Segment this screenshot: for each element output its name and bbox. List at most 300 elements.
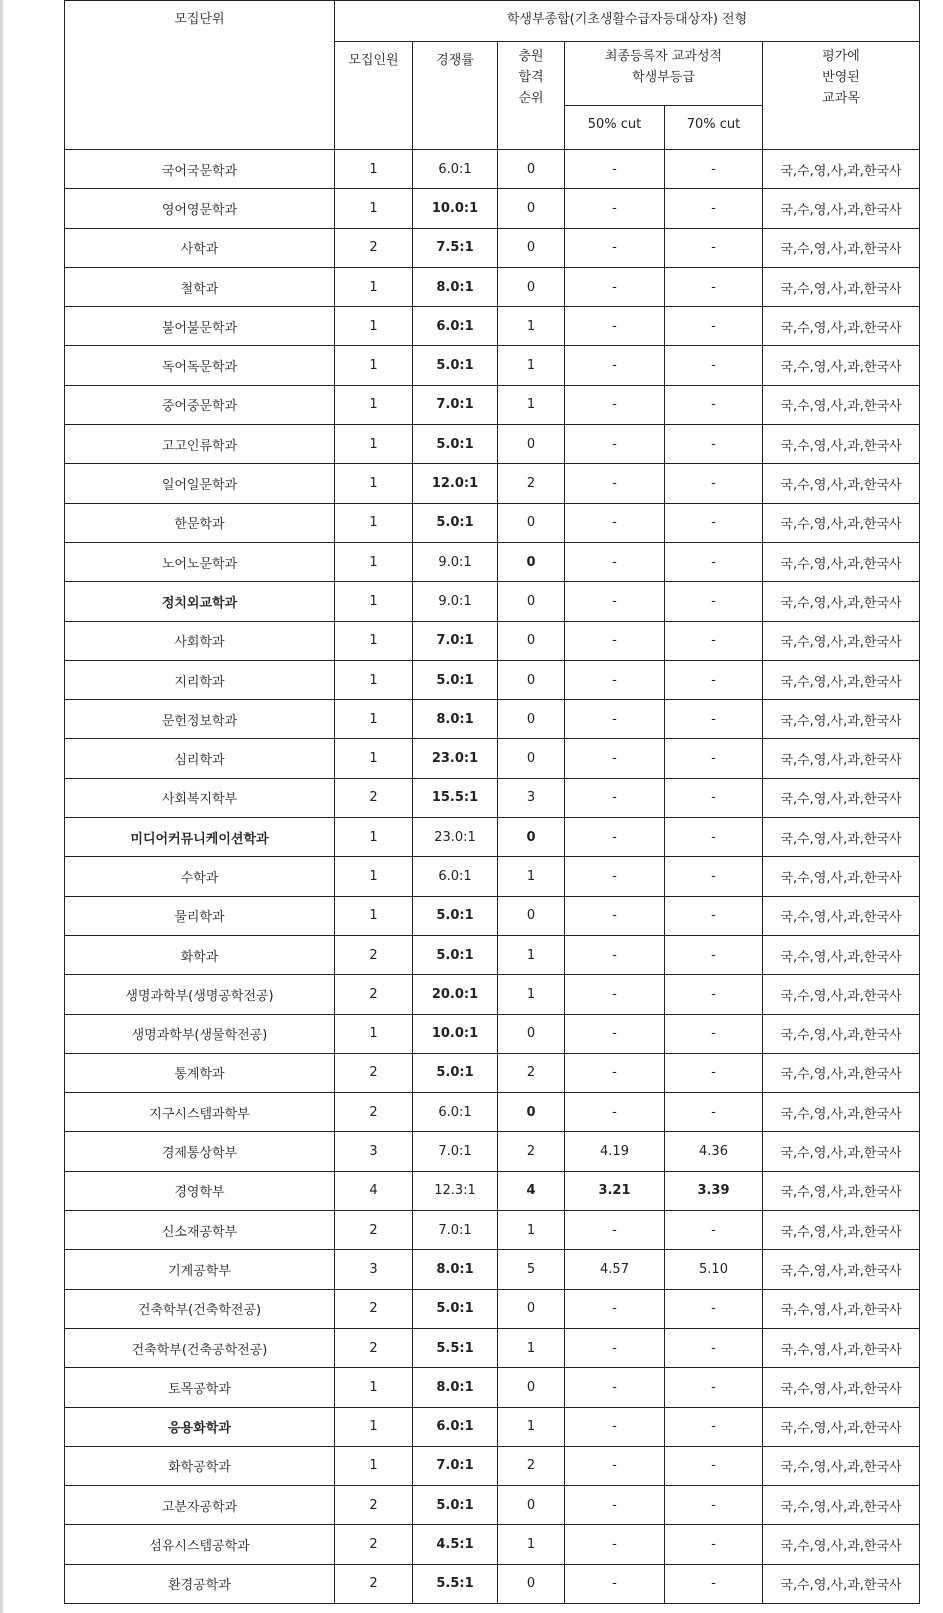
quota-cell: 1 (335, 1014, 413, 1053)
quota-cell: 2 (335, 778, 413, 817)
department-cell: 환경공학과 (65, 1564, 335, 1603)
rank-cell: 1 (498, 307, 565, 346)
header-subjects: 평가에 반영된 교과목 (763, 42, 920, 150)
quota-cell: 2 (335, 1525, 413, 1564)
subjects-cell: 국,수,영,사,과,한국사 (763, 542, 920, 581)
ratio-cell: 8.0:1 (413, 1250, 498, 1289)
cut50-cell: - (565, 1328, 665, 1367)
rank-cell: 2 (498, 464, 565, 503)
table-row (65, 503, 920, 542)
cut70-cell: - (665, 1525, 763, 1564)
ratio-cell: 5.0:1 (413, 1486, 498, 1525)
quota-cell: 2 (335, 1564, 413, 1603)
department-cell: 사회학과 (65, 621, 335, 660)
subjects-cell: 국,수,영,사,과,한국사 (763, 778, 920, 817)
cut50-cell: - (565, 228, 665, 267)
cut50-cell: - (565, 267, 665, 306)
table-row (65, 267, 920, 306)
department-cell: 지구시스템과학부 (65, 1093, 335, 1132)
cut70-cell: - (665, 1328, 763, 1367)
rank-cell: 3 (498, 778, 565, 817)
subjects-cell: 국,수,영,사,과,한국사 (763, 896, 920, 935)
ratio-cell: 5.5:1 (413, 1564, 498, 1603)
quota-cell: 1 (335, 660, 413, 699)
rank-cell: 1 (498, 1525, 565, 1564)
subjects-cell: 국,수,영,사,과,한국사 (763, 582, 920, 621)
ratio-cell: 12.0:1 (413, 464, 498, 503)
quota-cell: 2 (335, 1486, 413, 1525)
subjects-cell: 국,수,영,사,과,한국사 (763, 621, 920, 660)
department-cell: 화학공학과 (65, 1446, 335, 1485)
table-row (65, 1211, 920, 1250)
subjects-cell: 국,수,영,사,과,한국사 (763, 1053, 920, 1092)
table-row (65, 1525, 920, 1564)
subjects-cell: 국,수,영,사,과,한국사 (763, 503, 920, 542)
quota-cell: 1 (335, 739, 413, 778)
ratio-cell: 10.0:1 (413, 1014, 498, 1053)
cut70-cell: - (665, 189, 763, 228)
rank-cell: 2 (498, 1132, 565, 1171)
rank-cell: 0 (498, 228, 565, 267)
department-cell: 화학과 (65, 935, 335, 974)
department-cell: 물리학과 (65, 896, 335, 935)
ratio-cell: 4.5:1 (413, 1525, 498, 1564)
department-cell: 심리학과 (65, 739, 335, 778)
header-grade: 최종등록자 교과성적 학생부등급 (565, 42, 763, 106)
cut50-cell: - (565, 778, 665, 817)
rank-cell: 1 (498, 346, 565, 385)
cut70-cell: - (665, 935, 763, 974)
table-row (65, 1328, 920, 1367)
cut70-cell: 5.10 (665, 1250, 763, 1289)
quota-cell: 2 (335, 1289, 413, 1328)
subjects-cell: 국,수,영,사,과,한국사 (763, 1014, 920, 1053)
table-row (65, 542, 920, 581)
quota-cell: 1 (335, 385, 413, 424)
department-cell: 섬유시스템공학과 (65, 1525, 335, 1564)
cut50-cell: 4.19 (565, 1132, 665, 1171)
department-cell: 국어국문학과 (65, 150, 335, 189)
ratio-cell: 9.0:1 (413, 582, 498, 621)
table-row (65, 1289, 920, 1328)
quota-cell: 2 (335, 228, 413, 267)
cut50-cell: - (565, 1446, 665, 1485)
cut70-cell: - (665, 1014, 763, 1053)
ratio-cell: 5.0:1 (413, 896, 498, 935)
subjects-cell: 국,수,영,사,과,한국사 (763, 1132, 920, 1171)
department-cell: 응용화학과 (65, 1407, 335, 1446)
ratio-cell: 9.0:1 (413, 542, 498, 581)
department-cell: 독어독문학과 (65, 346, 335, 385)
ratio-cell: 20.0:1 (413, 975, 498, 1014)
rank-cell: 1 (498, 935, 565, 974)
cut50-cell: - (565, 935, 665, 974)
rank-cell: 0 (498, 896, 565, 935)
rank-cell: 0 (498, 739, 565, 778)
table-row (65, 818, 920, 857)
cut70-cell: - (665, 700, 763, 739)
rank-cell: 1 (498, 1328, 565, 1367)
quota-cell: 1 (335, 896, 413, 935)
table-row (65, 1093, 920, 1132)
subjects-cell: 국,수,영,사,과,한국사 (763, 150, 920, 189)
header-ratio: 경쟁률 (413, 42, 498, 150)
subjects-cell: 국,수,영,사,과,한국사 (763, 975, 920, 1014)
table-row (65, 464, 920, 503)
department-cell: 노어노문학과 (65, 542, 335, 581)
subjects-cell: 국,수,영,사,과,한국사 (763, 385, 920, 424)
rank-cell: 5 (498, 1250, 565, 1289)
ratio-cell: 7.0:1 (413, 1446, 498, 1485)
cut50-cell: - (565, 150, 665, 189)
quota-cell: 3 (335, 1250, 413, 1289)
ratio-cell: 10.0:1 (413, 189, 498, 228)
ratio-cell: 5.0:1 (413, 1289, 498, 1328)
department-cell: 한문학과 (65, 503, 335, 542)
table-row (65, 660, 920, 699)
department-cell: 신소재공학부 (65, 1211, 335, 1250)
subjects-cell: 국,수,영,사,과,한국사 (763, 1407, 920, 1446)
ratio-cell: 5.5:1 (413, 1328, 498, 1367)
department-cell: 건축학부(건축공학전공) (65, 1328, 335, 1367)
cut50-cell: - (565, 385, 665, 424)
cut50-cell: - (565, 1289, 665, 1328)
quota-cell: 2 (335, 1328, 413, 1367)
rank-cell: 1 (498, 385, 565, 424)
header-cut50: 50% cut (565, 106, 665, 150)
rank-cell: 0 (498, 660, 565, 699)
subjects-cell: 국,수,영,사,과,한국사 (763, 1250, 920, 1289)
cut50-cell: - (565, 1211, 665, 1250)
table-row (65, 582, 920, 621)
ratio-cell: 23.0:1 (413, 818, 498, 857)
cut70-cell: - (665, 503, 763, 542)
cut50-cell: - (565, 1014, 665, 1053)
cut50-cell: - (565, 189, 665, 228)
table-row (65, 1171, 920, 1210)
cut50-cell: - (565, 1407, 665, 1446)
cut50-cell: - (565, 1564, 665, 1603)
department-cell: 불어불문학과 (65, 307, 335, 346)
page-edge (0, 0, 3, 1613)
cut50-cell: - (565, 582, 665, 621)
cut70-cell: - (665, 739, 763, 778)
cut70-cell: - (665, 1211, 763, 1250)
cut70-cell: - (665, 385, 763, 424)
rank-cell: 0 (498, 1368, 565, 1407)
department-cell: 고분자공학과 (65, 1486, 335, 1525)
subjects-cell: 국,수,영,사,과,한국사 (763, 1525, 920, 1564)
rank-cell: 0 (498, 818, 565, 857)
ratio-cell: 12.3:1 (413, 1171, 498, 1210)
ratio-cell: 6.0:1 (413, 1407, 498, 1446)
table-row (65, 346, 920, 385)
rank-cell: 0 (498, 1564, 565, 1603)
cut70-cell: - (665, 975, 763, 1014)
subjects-cell: 국,수,영,사,과,한국사 (763, 1328, 920, 1367)
department-cell: 영어영문학과 (65, 189, 335, 228)
cut70-cell: - (665, 1564, 763, 1603)
rank-cell: 0 (498, 425, 565, 464)
cut70-cell: - (665, 1289, 763, 1328)
quota-cell: 1 (335, 425, 413, 464)
department-cell: 정치외교학과 (65, 582, 335, 621)
cut70-cell: - (665, 307, 763, 346)
header-quota: 모집인원 (335, 42, 413, 150)
cut50-cell: - (565, 857, 665, 896)
ratio-cell: 7.0:1 (413, 621, 498, 660)
quota-cell: 1 (335, 542, 413, 581)
department-cell: 미디어커뮤니케이션학과 (65, 818, 335, 857)
subjects-cell: 국,수,영,사,과,한국사 (763, 818, 920, 857)
rank-cell: 0 (498, 1014, 565, 1053)
cut70-cell: - (665, 621, 763, 660)
quota-cell: 1 (335, 818, 413, 857)
table-row (65, 1250, 920, 1289)
ratio-cell: 5.0:1 (413, 935, 498, 974)
header-group: 학생부종합(기초생활수급자등대상자) 전형 (335, 1, 920, 42)
subjects-cell: 국,수,영,사,과,한국사 (763, 1211, 920, 1250)
subjects-cell: 국,수,영,사,과,한국사 (763, 1486, 920, 1525)
cut50-cell: - (565, 818, 665, 857)
table-row (65, 1446, 920, 1485)
quota-cell: 1 (335, 503, 413, 542)
cut50-cell: - (565, 307, 665, 346)
table-body (65, 150, 920, 1604)
ratio-cell: 6.0:1 (413, 307, 498, 346)
rank-cell: 0 (498, 700, 565, 739)
rank-cell: 0 (498, 1486, 565, 1525)
rank-cell: 0 (498, 1093, 565, 1132)
ratio-cell: 7.5:1 (413, 228, 498, 267)
subjects-cell: 국,수,영,사,과,한국사 (763, 739, 920, 778)
department-cell: 사회복지학부 (65, 778, 335, 817)
header-rank: 충원 합격 순위 (498, 42, 565, 150)
table-row (65, 228, 920, 267)
ratio-cell: 8.0:1 (413, 700, 498, 739)
department-cell: 고고인류학과 (65, 425, 335, 464)
ratio-cell: 7.0:1 (413, 1132, 498, 1171)
department-cell: 생명과학부(생명공학전공) (65, 975, 335, 1014)
cut50-cell: - (565, 896, 665, 935)
ratio-cell: 7.0:1 (413, 385, 498, 424)
cut70-cell: - (665, 1093, 763, 1132)
cut50-cell: - (565, 425, 665, 464)
subjects-cell: 국,수,영,사,과,한국사 (763, 267, 920, 306)
rank-cell: 1 (498, 1211, 565, 1250)
rank-cell: 0 (498, 542, 565, 581)
header-unit: 모집단위 (65, 1, 335, 150)
department-cell: 지리학과 (65, 660, 335, 699)
quota-cell: 1 (335, 1407, 413, 1446)
table-row (65, 1053, 920, 1092)
table-row (65, 975, 920, 1014)
quota-cell: 1 (335, 582, 413, 621)
department-cell: 철학과 (65, 267, 335, 306)
table-row (65, 1486, 920, 1525)
ratio-cell: 8.0:1 (413, 267, 498, 306)
cut70-cell: - (665, 464, 763, 503)
department-cell: 사학과 (65, 228, 335, 267)
cut70-cell: - (665, 582, 763, 621)
quota-cell: 1 (335, 307, 413, 346)
quota-cell: 1 (335, 700, 413, 739)
cut70-cell: - (665, 1407, 763, 1446)
table-row (65, 189, 920, 228)
quota-cell: 4 (335, 1171, 413, 1210)
department-cell: 통계학과 (65, 1053, 335, 1092)
subjects-cell: 국,수,영,사,과,한국사 (763, 1093, 920, 1132)
subjects-cell: 국,수,영,사,과,한국사 (763, 857, 920, 896)
cut70-cell: - (665, 818, 763, 857)
ratio-cell: 7.0:1 (413, 1211, 498, 1250)
rank-cell: 1 (498, 975, 565, 1014)
department-cell: 생명과학부(생물학전공) (65, 1014, 335, 1053)
rank-cell: 1 (498, 1407, 565, 1446)
ratio-cell: 5.0:1 (413, 660, 498, 699)
quota-cell: 2 (335, 1093, 413, 1132)
quota-cell: 2 (335, 975, 413, 1014)
cut70-cell: - (665, 542, 763, 581)
subjects-cell: 국,수,영,사,과,한국사 (763, 189, 920, 228)
quota-cell: 2 (335, 1211, 413, 1250)
department-cell: 경영학부 (65, 1171, 335, 1210)
subjects-cell: 국,수,영,사,과,한국사 (763, 425, 920, 464)
table-row (65, 896, 920, 935)
rank-cell: 0 (498, 503, 565, 542)
cut50-cell: - (565, 621, 665, 660)
table-row (65, 425, 920, 464)
cut70-cell: 3.39 (665, 1171, 763, 1210)
subjects-cell: 국,수,영,사,과,한국사 (763, 464, 920, 503)
cut70-cell: - (665, 896, 763, 935)
quota-cell: 1 (335, 346, 413, 385)
department-cell: 토목공학과 (65, 1368, 335, 1407)
cut50-cell: - (565, 542, 665, 581)
cut50-cell: - (565, 464, 665, 503)
ratio-cell: 6.0:1 (413, 857, 498, 896)
rank-cell: 1 (498, 857, 565, 896)
rank-cell: 0 (498, 267, 565, 306)
admission-results-table (64, 0, 920, 1604)
quota-cell: 1 (335, 464, 413, 503)
department-cell: 건축학부(건축학전공) (65, 1289, 335, 1328)
subjects-cell: 국,수,영,사,과,한국사 (763, 935, 920, 974)
department-cell: 경제통상학부 (65, 1132, 335, 1171)
cut50-cell: - (565, 1053, 665, 1092)
ratio-cell: 15.5:1 (413, 778, 498, 817)
quota-cell: 1 (335, 1446, 413, 1485)
subjects-cell: 국,수,영,사,과,한국사 (763, 307, 920, 346)
quota-cell: 1 (335, 857, 413, 896)
cut70-cell: - (665, 778, 763, 817)
rank-cell: 0 (498, 1289, 565, 1328)
cut70-cell: 4.36 (665, 1132, 763, 1171)
table-row (65, 778, 920, 817)
rank-cell: 0 (498, 189, 565, 228)
subjects-cell: 국,수,영,사,과,한국사 (763, 1446, 920, 1485)
table-row (65, 1407, 920, 1446)
table-row (65, 1132, 920, 1171)
cut50-cell: - (565, 1368, 665, 1407)
cut70-cell: - (665, 660, 763, 699)
table-row (65, 385, 920, 424)
quota-cell: 1 (335, 189, 413, 228)
quota-cell: 2 (335, 935, 413, 974)
cut50-cell: - (565, 503, 665, 542)
quota-cell: 1 (335, 267, 413, 306)
table-row (65, 307, 920, 346)
cut50-cell: - (565, 700, 665, 739)
cut50-cell: - (565, 975, 665, 1014)
department-cell: 일어일문학과 (65, 464, 335, 503)
cut70-cell: - (665, 346, 763, 385)
ratio-cell: 5.0:1 (413, 1053, 498, 1092)
rank-cell: 2 (498, 1053, 565, 1092)
subjects-cell: 국,수,영,사,과,한국사 (763, 1368, 920, 1407)
quota-cell: 1 (335, 621, 413, 660)
table-row (65, 1368, 920, 1407)
subjects-cell: 국,수,영,사,과,한국사 (763, 660, 920, 699)
header-cut70: 70% cut (665, 106, 763, 150)
ratio-cell: 6.0:1 (413, 150, 498, 189)
table-row (65, 150, 920, 189)
subjects-cell: 국,수,영,사,과,한국사 (763, 1564, 920, 1603)
cut70-cell: - (665, 857, 763, 896)
cut70-cell: - (665, 267, 763, 306)
department-cell: 문헌정보학과 (65, 700, 335, 739)
department-cell: 수학과 (65, 857, 335, 896)
cut50-cell: - (565, 660, 665, 699)
rank-cell: 4 (498, 1171, 565, 1210)
ratio-cell: 5.0:1 (413, 503, 498, 542)
ratio-cell: 6.0:1 (413, 1093, 498, 1132)
rank-cell: 2 (498, 1446, 565, 1485)
quota-cell: 1 (335, 1368, 413, 1407)
subjects-cell: 국,수,영,사,과,한국사 (763, 700, 920, 739)
subjects-cell: 국,수,영,사,과,한국사 (763, 1171, 920, 1210)
cut50-cell: - (565, 1093, 665, 1132)
quota-cell: 2 (335, 1053, 413, 1092)
table-row (65, 1564, 920, 1603)
cut70-cell: - (665, 150, 763, 189)
cut70-cell: - (665, 425, 763, 464)
subjects-cell: 국,수,영,사,과,한국사 (763, 228, 920, 267)
department-cell: 기계공학부 (65, 1250, 335, 1289)
department-cell: 중어중문학과 (65, 385, 335, 424)
subjects-cell: 국,수,영,사,과,한국사 (763, 346, 920, 385)
ratio-cell: 5.0:1 (413, 346, 498, 385)
cut70-cell: - (665, 228, 763, 267)
cut50-cell: - (565, 1486, 665, 1525)
rank-cell: 0 (498, 621, 565, 660)
table-row (65, 857, 920, 896)
table-row (65, 935, 920, 974)
table-row (65, 700, 920, 739)
subjects-cell: 국,수,영,사,과,한국사 (763, 1289, 920, 1328)
cut50-cell: 3.21 (565, 1171, 665, 1210)
cut70-cell: - (665, 1053, 763, 1092)
quota-cell: 3 (335, 1132, 413, 1171)
quota-cell: 1 (335, 150, 413, 189)
cut70-cell: - (665, 1368, 763, 1407)
rank-cell: 0 (498, 582, 565, 621)
rank-cell: 0 (498, 150, 565, 189)
table-row (65, 621, 920, 660)
cut50-cell: 4.57 (565, 1250, 665, 1289)
cut50-cell: - (565, 346, 665, 385)
cut50-cell: - (565, 739, 665, 778)
